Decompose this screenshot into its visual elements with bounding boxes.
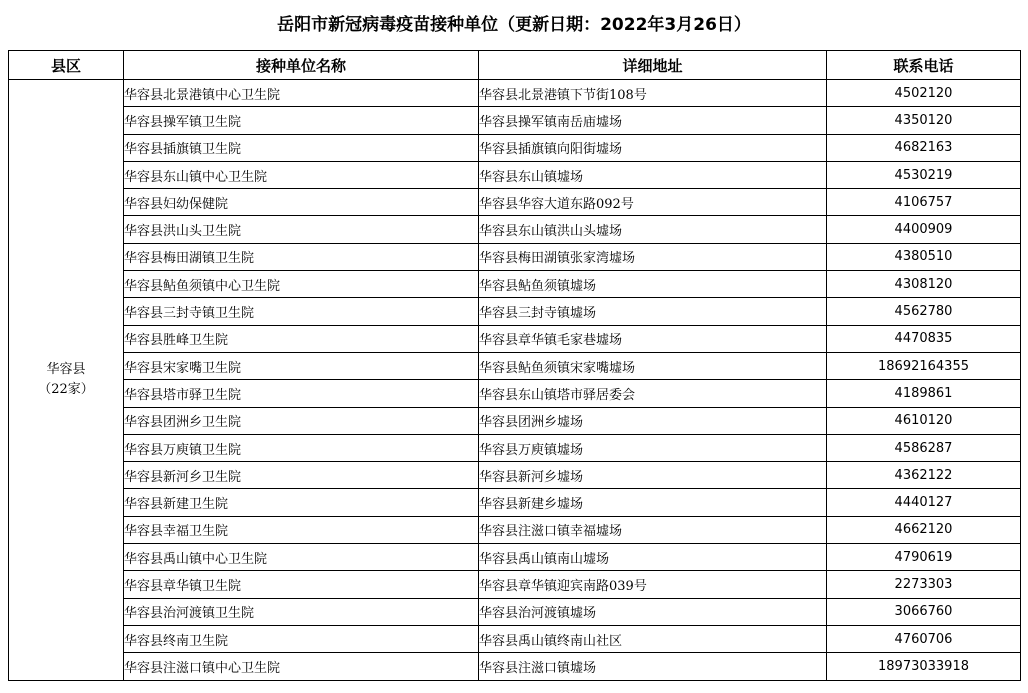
table-row <box>9 271 1021 298</box>
phone-cell: 18692164355 <box>827 352 1021 379</box>
address-cell: 华容县操军镇南岳庙墟场 <box>479 107 827 134</box>
phone-cell: 4380510 <box>827 243 1021 270</box>
phone-cell: 4440127 <box>827 489 1021 516</box>
site-name-cell: 华容县禹山镇中心卫生院 <box>124 544 479 571</box>
phone-cell: 4470835 <box>827 325 1021 352</box>
site-name-cell: 华容县新河乡卫生院 <box>124 462 479 489</box>
table-row <box>9 625 1021 652</box>
site-name-cell: 华容县东山镇中心卫生院 <box>124 161 479 188</box>
table-row <box>9 352 1021 379</box>
address-cell: 华容县禹山镇南山墟场 <box>479 544 827 571</box>
site-name-cell: 华容县胜峰卫生院 <box>124 325 479 352</box>
site-name-cell: 华容县治河渡镇卫生院 <box>124 598 479 625</box>
address-cell: 华容县禹山镇终南山社区 <box>479 625 827 652</box>
header-row <box>9 51 1021 80</box>
phone-cell: 4562780 <box>827 298 1021 325</box>
header-county: 县区 <box>9 51 124 80</box>
site-name-cell: 华容县幸福卫生院 <box>124 516 479 543</box>
table-row <box>9 107 1021 134</box>
table-row <box>9 434 1021 461</box>
table-row <box>9 516 1021 543</box>
table-row <box>9 80 1021 107</box>
site-name-cell: 华容县插旗镇卫生院 <box>124 134 479 161</box>
phone-cell: 4586287 <box>827 434 1021 461</box>
site-name-cell: 华容县章华镇卫生院 <box>124 571 479 598</box>
phone-cell: 4790619 <box>827 544 1021 571</box>
phone-cell: 4502120 <box>827 80 1021 107</box>
address-cell: 华容县北景港镇下节街108号 <box>479 80 827 107</box>
vaccination-sites-table <box>8 50 1021 681</box>
header-address: 详细地址 <box>479 51 827 80</box>
site-name-cell: 华容县梅田湖镇卫生院 <box>124 243 479 270</box>
county-count: （22家） <box>38 381 94 397</box>
phone-cell: 4362122 <box>827 462 1021 489</box>
header-site-name: 接种单位名称 <box>124 51 479 80</box>
phone-cell: 4106757 <box>827 189 1021 216</box>
table-row <box>9 298 1021 325</box>
phone-cell: 4682163 <box>827 134 1021 161</box>
table-row <box>9 189 1021 216</box>
phone-cell: 18973033918 <box>827 653 1021 680</box>
header-phone: 联系电话 <box>827 51 1021 80</box>
address-cell: 华容县插旗镇向阳街墟场 <box>479 134 827 161</box>
phone-cell: 4760706 <box>827 625 1021 652</box>
table-row <box>9 571 1021 598</box>
site-name-cell: 华容县塔市驿卫生院 <box>124 380 479 407</box>
table-header <box>9 51 1021 80</box>
address-cell: 华容县注滋口镇幸福墟场 <box>479 516 827 543</box>
phone-cell: 4189861 <box>827 380 1021 407</box>
table-row <box>9 462 1021 489</box>
table-row <box>9 134 1021 161</box>
phone-cell: 3066760 <box>827 598 1021 625</box>
address-cell: 华容县东山镇塔市驿居委会 <box>479 380 827 407</box>
phone-cell: 4662120 <box>827 516 1021 543</box>
site-name-cell: 华容县万庾镇卫生院 <box>124 434 479 461</box>
site-name-cell: 华容县洪山头卫生院 <box>124 216 479 243</box>
phone-cell: 4610120 <box>827 407 1021 434</box>
phone-cell: 4400909 <box>827 216 1021 243</box>
county-cell <box>9 80 124 681</box>
address-cell: 华容县东山镇墟场 <box>479 161 827 188</box>
address-cell: 华容县梅田湖镇张家湾墟场 <box>479 243 827 270</box>
address-cell: 华容县鲇鱼须镇墟场 <box>479 271 827 298</box>
site-name-cell: 华容县操军镇卫生院 <box>124 107 479 134</box>
site-name-cell: 华容县注滋口镇中心卫生院 <box>124 653 479 680</box>
site-name-cell: 华容县三封寺镇卫生院 <box>124 298 479 325</box>
table-row <box>9 243 1021 270</box>
address-cell: 华容县三封寺镇墟场 <box>479 298 827 325</box>
phone-cell: 4308120 <box>827 271 1021 298</box>
address-cell: 华容县东山镇洪山头墟场 <box>479 216 827 243</box>
address-cell: 华容县新建乡墟场 <box>479 489 827 516</box>
site-name-cell: 华容县团洲乡卫生院 <box>124 407 479 434</box>
address-cell: 华容县章华镇迎宾南路039号 <box>479 571 827 598</box>
table-row <box>9 489 1021 516</box>
phone-cell: 4530219 <box>827 161 1021 188</box>
page-title: 岳阳市新冠病毒疫苗接种单位（更新日期：2022年3月26日） <box>277 15 751 35</box>
county-name: 华容县 <box>46 361 86 377</box>
address-cell: 华容县治河渡镇墟场 <box>479 598 827 625</box>
site-name-cell: 华容县终南卫生院 <box>124 625 479 652</box>
address-cell: 华容县万庾镇墟场 <box>479 434 827 461</box>
table-row <box>9 653 1021 680</box>
address-cell: 华容县注滋口镇墟场 <box>479 653 827 680</box>
address-cell: 华容县新河乡墟场 <box>479 462 827 489</box>
table-row <box>9 161 1021 188</box>
table-row <box>9 216 1021 243</box>
phone-cell: 4350120 <box>827 107 1021 134</box>
table-row <box>9 380 1021 407</box>
address-cell: 华容县华容大道东路092号 <box>479 189 827 216</box>
site-name-cell: 华容县妇幼保健院 <box>124 189 479 216</box>
phone-cell: 2273303 <box>827 571 1021 598</box>
site-name-cell: 华容县北景港镇中心卫生院 <box>124 80 479 107</box>
site-name-cell: 华容县宋家嘴卫生院 <box>124 352 479 379</box>
address-cell: 华容县鲇鱼须镇宋家嘴墟场 <box>479 352 827 379</box>
table-row <box>9 325 1021 352</box>
site-name-cell: 华容县鲇鱼须镇中心卫生院 <box>124 271 479 298</box>
table-row <box>9 544 1021 571</box>
address-cell: 华容县团洲乡墟场 <box>479 407 827 434</box>
table-row <box>9 598 1021 625</box>
table-body <box>9 80 1021 681</box>
address-cell: 华容县章华镇毛家巷墟场 <box>479 325 827 352</box>
site-name-cell: 华容县新建卫生院 <box>124 489 479 516</box>
table-row <box>9 407 1021 434</box>
